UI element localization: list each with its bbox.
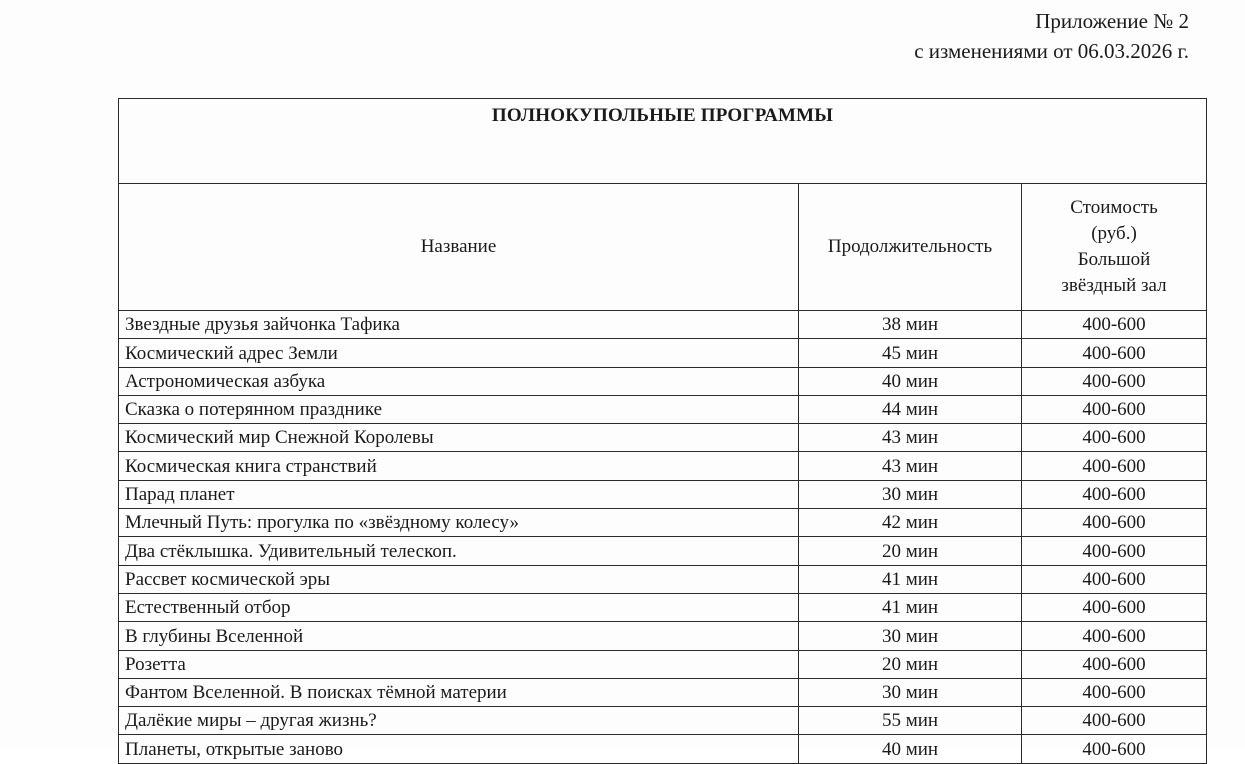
price-cell: 400-600	[1022, 678, 1207, 706]
appendix-number: Приложение № 2	[1035, 9, 1189, 33]
program-name-cell: Планеты, открытые заново	[119, 735, 799, 763]
price-cell: 400-600	[1022, 735, 1207, 763]
table-row	[119, 537, 1207, 565]
duration-cell: 40 мин	[799, 735, 1022, 763]
duration-cell: 43 мин	[799, 424, 1022, 452]
program-name-cell: Далёкие миры – другая жизнь?	[119, 707, 799, 735]
duration-cell: 43 мин	[799, 452, 1022, 480]
table-row	[119, 735, 1207, 763]
program-name-cell: Естественный отбор	[119, 593, 799, 621]
table-header-row	[119, 184, 1207, 311]
duration-cell: 44 мин	[799, 395, 1022, 423]
table-row	[119, 707, 1207, 735]
table-row	[119, 367, 1207, 395]
program-name-cell: Фантом Вселенной. В поисках тёмной материи	[119, 678, 799, 706]
table-row	[119, 622, 1207, 650]
program-name-cell: Космический мир Снежной Королевы	[119, 424, 799, 452]
cost-header-line: Стоимость	[1070, 197, 1158, 218]
table-row	[119, 678, 1207, 706]
price-cell: 400-600	[1022, 367, 1207, 395]
price-cell: 400-600	[1022, 452, 1207, 480]
table-row	[119, 424, 1207, 452]
table-row	[119, 339, 1207, 367]
table-row	[119, 311, 1207, 339]
price-cell: 400-600	[1022, 395, 1207, 423]
duration-cell: 30 мин	[799, 622, 1022, 650]
price-cell: 400-600	[1022, 650, 1207, 678]
duration-cell: 20 мин	[799, 537, 1022, 565]
duration-cell: 20 мин	[799, 650, 1022, 678]
table-row	[119, 565, 1207, 593]
program-name-cell: Розетта	[119, 650, 799, 678]
program-name-cell: Астрономическая азбука	[119, 367, 799, 395]
program-name-cell: Млечный Путь: прогулка по «звёздному колесу»	[119, 509, 799, 537]
cost-header-line: звёздный зал	[1061, 275, 1167, 296]
column-header-name: Название	[119, 184, 799, 311]
price-cell: 400-600	[1022, 565, 1207, 593]
duration-cell: 38 мин	[799, 311, 1022, 339]
program-name-cell: Два стёклышка. Удивительный телескоп.	[119, 537, 799, 565]
program-name-cell: Рассвет космической эры	[119, 565, 799, 593]
duration-cell: 30 мин	[799, 678, 1022, 706]
table-row	[119, 593, 1207, 621]
programs-table	[118, 98, 1207, 764]
duration-cell: 30 мин	[799, 480, 1022, 508]
table-row	[119, 480, 1207, 508]
price-cell: 400-600	[1022, 622, 1207, 650]
duration-cell: 45 мин	[799, 339, 1022, 367]
table-title: ПОЛНОКУПОЛЬНЫЕ ПРОГРАММЫ	[119, 99, 1207, 184]
table-title-row	[119, 99, 1207, 184]
duration-cell: 41 мин	[799, 593, 1022, 621]
column-header-cost	[1022, 184, 1207, 311]
price-cell: 400-600	[1022, 537, 1207, 565]
price-cell: 400-600	[1022, 311, 1207, 339]
program-name-cell: Сказка о потерянном празднике	[119, 395, 799, 423]
table-row	[119, 452, 1207, 480]
column-header-duration: Продолжительность	[799, 184, 1022, 311]
price-cell: 400-600	[1022, 509, 1207, 537]
duration-cell: 42 мин	[799, 509, 1022, 537]
duration-cell: 40 мин	[799, 367, 1022, 395]
program-name-cell: Звездные друзья зайчонка Тафика	[119, 311, 799, 339]
duration-cell: 41 мин	[799, 565, 1022, 593]
table-row	[119, 650, 1207, 678]
price-cell: 400-600	[1022, 480, 1207, 508]
duration-cell: 55 мин	[799, 707, 1022, 735]
document-header	[914, 6, 1189, 66]
table-row	[119, 509, 1207, 537]
program-name-cell: В глубины Вселенной	[119, 622, 799, 650]
price-cell: 400-600	[1022, 593, 1207, 621]
cost-header-line: (руб.)	[1091, 223, 1137, 244]
program-name-cell: Космическая книга странствий	[119, 452, 799, 480]
revision-date: с изменениями от 06.03.2026 г.	[914, 39, 1189, 63]
program-name-cell: Парад планет	[119, 480, 799, 508]
program-name-cell: Космический адрес Земли	[119, 339, 799, 367]
table-row	[119, 395, 1207, 423]
cost-header-line: Большой	[1077, 249, 1151, 270]
price-cell: 400-600	[1022, 339, 1207, 367]
price-cell: 400-600	[1022, 424, 1207, 452]
price-cell: 400-600	[1022, 707, 1207, 735]
